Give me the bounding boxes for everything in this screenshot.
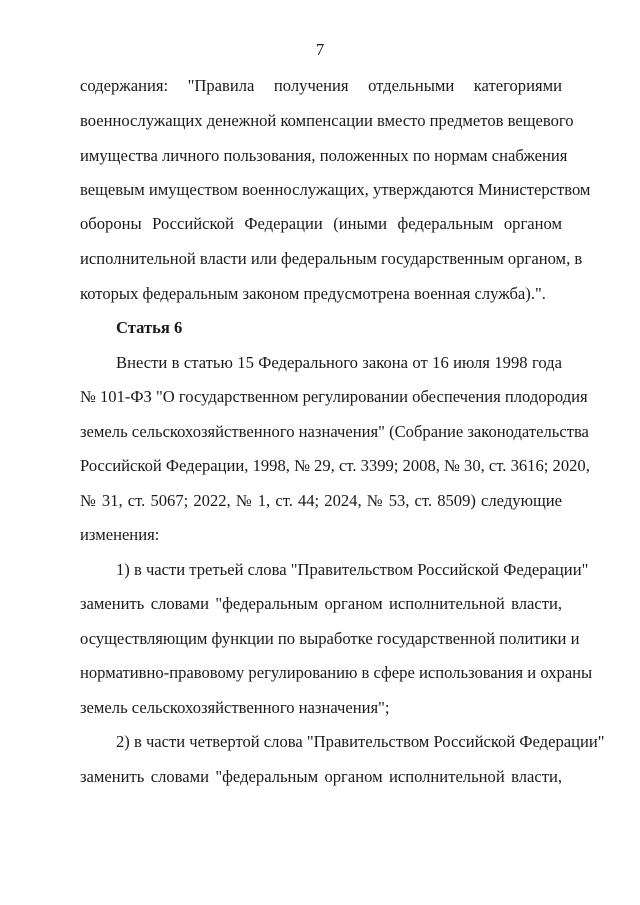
list-item-2-line: заменить словами "федеральным органом исполнительной власти, [80,767,562,786]
paragraph-2-line: Российской Федерации, 1998, № 29, ст. 3399; 2008, № 30, ст. 3616; 2020, [80,456,590,475]
list-item-1-line: заменить словами "федеральным органом исполнительной власти, [80,594,562,613]
paragraph-1-line: военнослужащих денежной компенсации вместо предметов вещевого [80,111,574,130]
paragraph-2-line: № 31, ст. 5067; 2022, № 1, ст. 44; 2024, № 53, ст. 8509) следующие [80,491,562,510]
paragraph-1-line: исполнительной власти или федеральным государственным органом, в [80,249,583,268]
list-item-2-line: 2) в части четвертой слова "Правительством Российской Федерации" [116,732,605,751]
list-item-1-line: 1) в части третьей слова "Правительством Российской Федерации" [116,560,589,579]
list-item-1-line: осуществляющим функции по выработке государственной политики и [80,629,580,648]
list-item-1-line: нормативно-правовому регулированию в сфере использования и охраны [80,663,593,682]
paragraph-2-line: Внести в статью 15 Федерального закона от 16 июля 1998 года [116,353,562,372]
list-item-1-line: земель сельскохозяйственного назначения"; [80,698,390,717]
paragraph-2-line: изменения: [80,525,160,544]
paragraph-2-line: земель сельскохозяйственного назначения" (Собрание законодательства [80,422,589,441]
paragraph-1-line: имущества личного пользования, положенных по нормам снабжения [80,146,568,165]
paragraph-1-line: вещевым имуществом военнослужащих, утверждаются Министерством [80,180,591,199]
paragraph-1-line: содержания: "Правила получения отдельными категориями [80,76,562,95]
page-number: 7 [315,40,325,59]
article-heading: Статья 6 [116,318,183,337]
paragraph-2-line: № 101-ФЗ "О государственном регулировании обеспечения плодородия [80,387,588,406]
paragraph-1-line: которых федеральным законом предусмотрена военная служба).". [80,284,546,303]
paragraph-1-line: обороны Российской Федерации (иными федеральным органом [80,214,562,233]
